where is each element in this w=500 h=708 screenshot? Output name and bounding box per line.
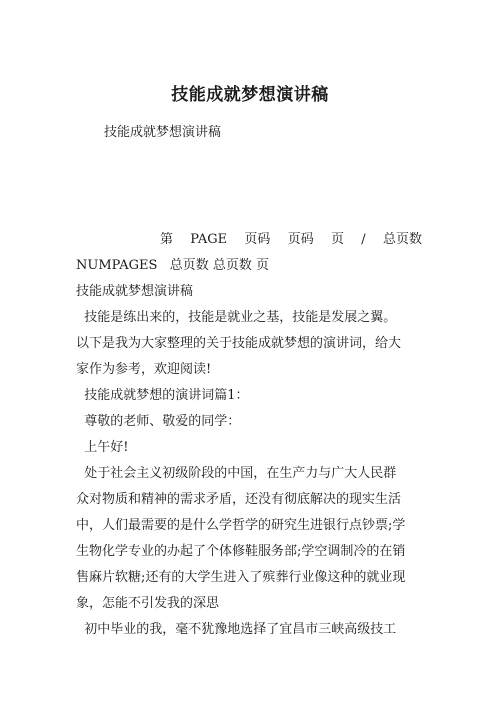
body-line: 上午好!: [76, 440, 129, 455]
body-line: 以下是我为大家整理的关于技能成就梦想的演讲词，给大: [76, 336, 402, 351]
page-field-part: 页: [331, 232, 345, 247]
document-title: 技能成就梦想演讲稿: [171, 85, 329, 105]
document-subtitle: 技能成就梦想演讲稿: [104, 125, 222, 140]
page-field-part: /: [361, 232, 366, 247]
page-field-part: 总页数: [382, 232, 422, 247]
page-number-field: [160, 231, 422, 249]
body-line: 中，人们最需要的是什么学哲学的研究生进银行点钞票;学: [76, 518, 406, 533]
body-line: 初中毕业的我，毫不犹豫地选择了宜昌市三峡高级技工: [76, 622, 397, 637]
body-line: 技能是练出来的，技能是就业之基，技能是发展之翼。: [76, 310, 397, 325]
body-line: 家作为参考，欢迎阅读!: [76, 362, 212, 377]
page-count-field: NUMPAGES 总页数 总页数 页: [76, 258, 270, 273]
page-field-part: 第: [160, 232, 174, 247]
page-field-part: 页码: [244, 232, 271, 247]
page-field-part: PAGE: [190, 232, 228, 247]
body-line: 技能成就梦想的演讲词篇1：: [76, 388, 249, 403]
page-field-part: 页码: [287, 232, 314, 247]
body-line: 生物化学专业的办起了个体修鞋服务部;学空调制冷的在销: [76, 544, 406, 559]
body-line: 象，怎能不引发我的深思: [76, 596, 220, 611]
body-line: 技能成就梦想演讲稿: [76, 284, 194, 299]
body-line: 众对物质和精神的需求矛盾，还没有彻底解决的现实生活: [76, 492, 402, 507]
body-line: 处于社会主义初级阶段的中国，在生产力与广大人民群: [76, 466, 397, 481]
body-line: 售麻片软糖;还有的大学生进入了殡葬行业像这种的就业现: [76, 570, 406, 585]
body-line: 尊敬的老师、敬爱的同学：: [76, 414, 241, 429]
